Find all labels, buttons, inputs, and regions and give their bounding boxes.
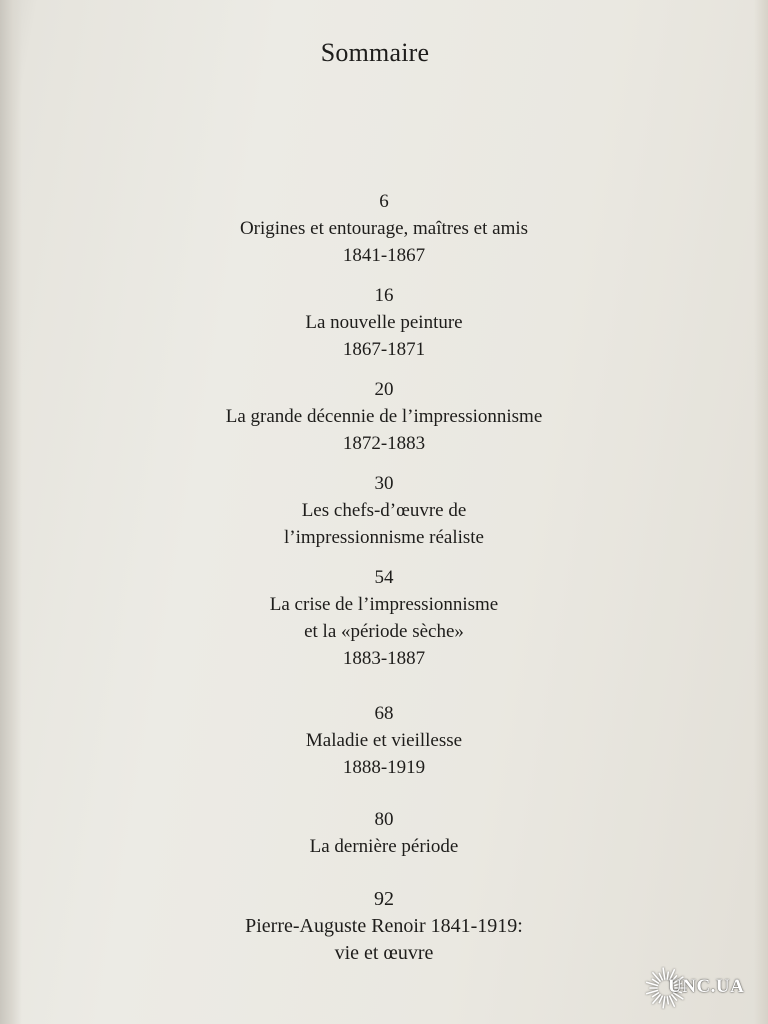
toc-page-number: 92: [374, 888, 394, 910]
toc-entry: [0, 886, 768, 967]
toc-chapter-title: La dernière période: [309, 836, 459, 857]
toc-page-number: 80: [374, 809, 394, 830]
toc-entry: [0, 282, 768, 363]
toc-entry: [0, 700, 768, 781]
toc-page-number: 54: [374, 567, 394, 588]
sunburst-ray: [647, 991, 658, 994]
toc-entry: [0, 470, 768, 551]
toc-chapter-title: Origines et entourage, maîtres et amis: [239, 218, 529, 239]
sunburst-ray: [659, 973, 662, 979]
toc-entry: [0, 806, 768, 860]
sunburst-ray: [663, 997, 665, 1008]
toc-page-number: 16: [374, 285, 394, 306]
sunburst-ray: [653, 993, 659, 997]
sunburst-ray: [647, 982, 658, 985]
sunburst-ray: [659, 996, 662, 1002]
sunburst-ray: [653, 979, 659, 983]
watermark-text: UNC.UA: [668, 976, 745, 997]
toc-page-number: 6: [379, 191, 389, 212]
toc-chapter-dates: 1867-1871: [342, 339, 426, 360]
toc-chapter-title-cont: vie et œuvre: [334, 942, 434, 964]
toc-chapter-title: La nouvelle peinture: [305, 312, 463, 333]
toc-chapter-title: La grande décennie de l’impressionnisme: [225, 406, 543, 427]
toc-chapter-dates: 1883-1887: [342, 648, 426, 669]
toc-chapter-title: Pierre-Auguste Renoir 1841-1919:: [245, 915, 523, 937]
toc-chapter-dates: 1841-1867: [342, 245, 426, 266]
toc-chapter-title: La crise de l’impressionnisme: [269, 594, 499, 615]
toc-entry: [0, 188, 768, 269]
watermark-logo: [644, 966, 756, 1010]
toc-page-number: 68: [374, 703, 394, 724]
page-title: Sommaire: [320, 38, 430, 67]
toc-page-number: 30: [374, 473, 394, 494]
toc-chapter-title-cont: et la «période sèche»: [304, 621, 464, 642]
toc-chapter-dates: 1888-1919: [342, 757, 426, 778]
toc-entry: [0, 376, 768, 457]
toc-chapter-dates: 1872-1883: [342, 433, 426, 454]
toc-chapter-title-cont: l’impressionnisme réaliste: [284, 527, 484, 548]
toc-chapter-title: Maladie et vieillesse: [305, 730, 463, 751]
toc-chapter-title: Les chefs-d’œuvre de: [301, 500, 467, 521]
sunburst-ray: [663, 968, 665, 979]
toc-page-number: 20: [374, 379, 394, 400]
toc-entry: [0, 564, 768, 672]
